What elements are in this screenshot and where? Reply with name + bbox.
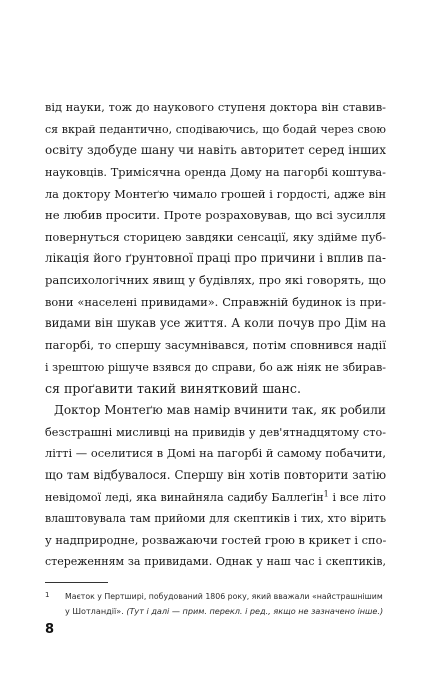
footnote-reference[interactable]: 1 [323,488,329,498]
body-text [45,97,386,573]
footnote-marker: 1 [45,591,50,599]
text-line: не любив просити. Проте розраховував, що всі зусилля [45,208,386,223]
text-line: літті — оселитися в Домі на пагорбі й самому побачити, [45,446,386,461]
text-line: лікація його ґрунтовної праці про причини і вплив па- [45,251,386,266]
footnote [45,590,386,618]
text-line: що там відбувалося. Спершу він хотів повторити затію [45,467,386,482]
text-line-with-footnote [45,487,386,509]
text-line: ся вкрай педантично, сподіваючись, що бодай через свою [45,122,386,136]
text-line: науковців. Тримісячна оренда Дому на пагорбі коштува- [45,165,386,179]
text-line: вони «населені привидами». Справжній будинок із при- [45,294,386,309]
text-line: і зрештою рішуче взявся до справи, бо аж ніяк не збирав- [45,360,386,374]
paragraph-start-line: Доктор Монтеґю мав намір вчинити так, як робили [54,402,386,417]
footnote-divider [45,582,108,583]
text-line: від науки, тож до наукового ступеня доктора він ставив- [45,101,386,114]
text-line: безстрашні мисливці на привидів у дев'ятнадцятому сто- [45,425,386,439]
footnote-line [65,604,386,618]
text-line: пагорбі, то спершу засумнівався, потім сповнився надії [45,338,386,353]
text-line: у надприродне, розважаючи гостей грою в крикет і спо- [45,532,387,547]
text-line: видами він шукав усе життя. А коли почув про Дім на [45,316,386,331]
text-line: освіту здобуде шану чи навіть авторитет серед інших [45,143,386,158]
text-segment: і все літо [328,490,386,504]
text-line: рапсихологічних явищ у будівлях, про які говорять, що [45,273,386,288]
text-line: стереженням за привидами. Однак у наш час і скептиків, [45,555,386,569]
footnote-editorial-note: (Тут і далі — прим. перекл. і ред., якщо не зазначено інше.) [126,606,384,616]
text-segment: невідомої леді, яка винайняла садибу Баллеґін [45,490,324,504]
text-line: ла доктору Монтеґю чимало грошей і гордості, адже він [45,187,386,201]
text-line: повернуться сторицею завдяки сенсації, яку здійме пуб- [45,230,386,244]
footnote-line: Маєток у Пертширі, побудований 1806 року, який вважали «найстрашнішим [65,592,383,601]
text-line: влаштовувала там прийоми для скептиків і тих, хто вірить [45,512,386,526]
footnote-body [65,590,386,618]
page-number: 8 [45,622,55,637]
text-line: ся проґавити такий винятковий шанс. [45,381,301,397]
footnote-text: у Шотландії». [65,606,127,616]
